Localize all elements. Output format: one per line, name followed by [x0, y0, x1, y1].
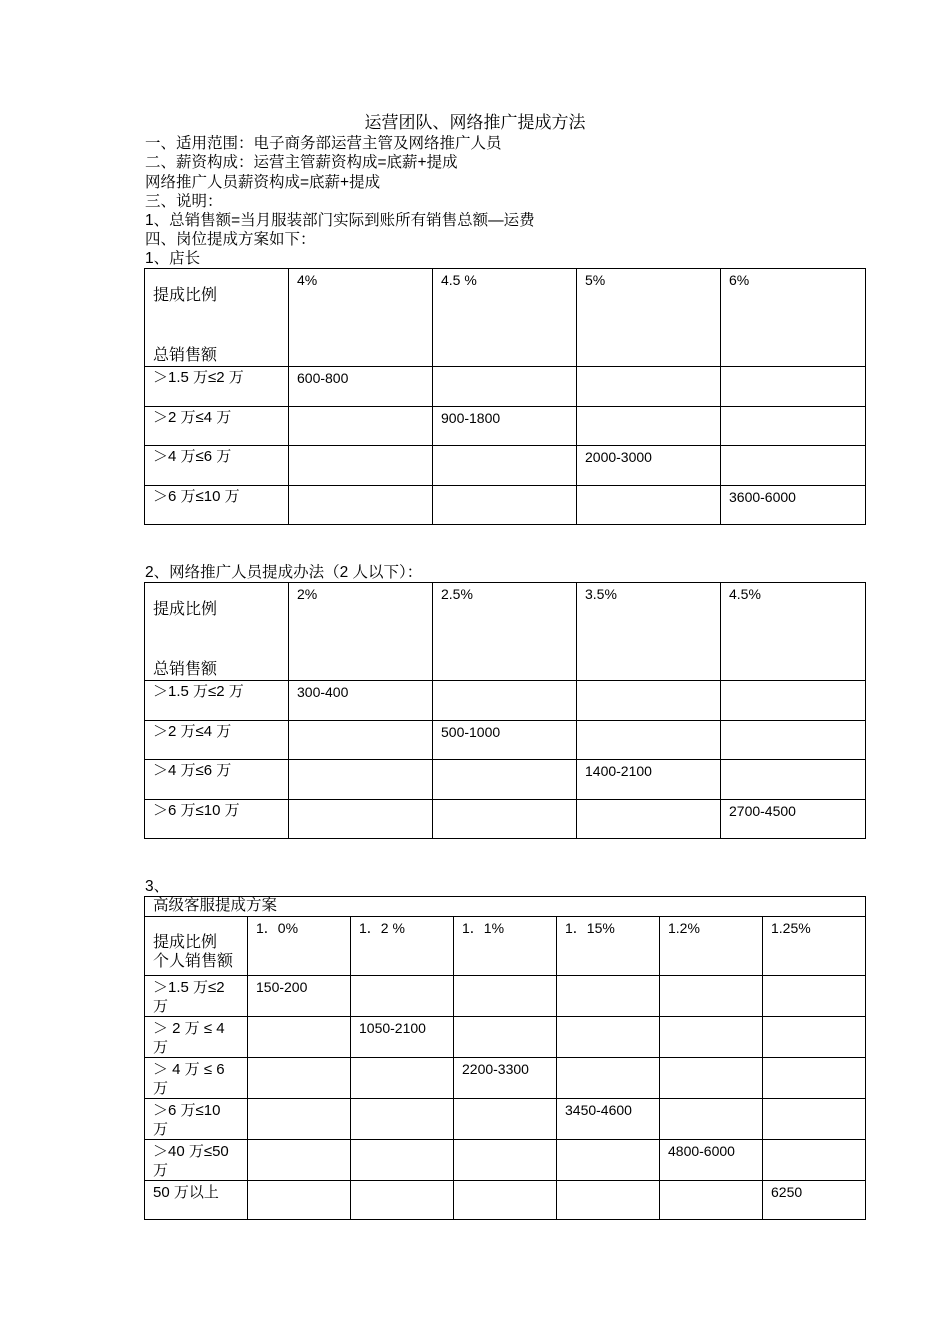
value-cell: 1400-2100 — [577, 760, 721, 800]
value-cell — [577, 486, 721, 525]
value-cell — [763, 1058, 866, 1099]
section3-label: 3、 — [145, 878, 170, 895]
value-cell — [721, 760, 866, 800]
value-cell — [433, 760, 577, 800]
online-promotion-commission-table — [144, 582, 866, 839]
range-cell: ＞4 万≤6 万 — [145, 446, 289, 486]
table-row — [145, 367, 866, 407]
value-cell — [289, 486, 433, 525]
header-sales-label: 总销售额 — [153, 661, 218, 678]
range-cell: ＞ 2 万 ≤ 4 万 — [145, 1017, 248, 1058]
header-cell — [145, 917, 248, 976]
value-cell: 6250 — [763, 1181, 866, 1220]
value-cell — [433, 486, 577, 525]
value-cell — [763, 1017, 866, 1058]
value-cell: 300-400 — [289, 681, 433, 721]
table-row — [145, 760, 866, 800]
value-cell — [721, 407, 866, 446]
table-row — [145, 721, 866, 760]
rate-cell: 2.5% — [433, 583, 577, 681]
value-cell — [763, 1140, 866, 1181]
value-cell — [660, 1099, 763, 1140]
value-cell — [433, 446, 577, 486]
value-cell — [289, 760, 433, 800]
value-cell — [577, 681, 721, 721]
value-cell — [289, 407, 433, 446]
value-cell — [433, 367, 577, 407]
value-cell: 600-800 — [289, 367, 433, 407]
value-cell: 3600-6000 — [721, 486, 866, 525]
rate-cell: 1．2 % — [351, 917, 454, 976]
value-cell — [557, 1017, 660, 1058]
value-cell — [660, 976, 763, 1017]
table-row — [145, 976, 866, 1017]
table-row — [145, 446, 866, 486]
range-cell: ＞40 万≤50 万 — [145, 1140, 248, 1181]
range-cell: ＞1.5 万≤2 万 — [145, 681, 289, 721]
value-cell — [248, 1058, 351, 1099]
value-cell — [248, 1017, 351, 1058]
range-cell: ＞1.5 万≤2 万 — [145, 367, 289, 407]
table-row — [145, 1140, 866, 1181]
value-cell — [351, 1140, 454, 1181]
table-row — [145, 1099, 866, 1140]
range-cell: ＞1.5 万≤2 万 — [145, 976, 248, 1017]
header-cell — [145, 269, 289, 367]
value-cell — [577, 367, 721, 407]
value-cell — [577, 800, 721, 839]
intro-line: 网络推广人员薪资构成=底薪+提成 — [145, 173, 381, 191]
value-cell — [721, 367, 866, 407]
value-cell — [763, 1099, 866, 1140]
value-cell — [289, 800, 433, 839]
table-row — [145, 681, 866, 721]
table-title: 高级客服提成方案 — [145, 897, 866, 917]
value-cell — [557, 976, 660, 1017]
value-cell — [351, 1181, 454, 1220]
value-cell — [248, 1140, 351, 1181]
value-cell — [454, 1140, 557, 1181]
value-cell: 2200-3300 — [454, 1058, 557, 1099]
rate-cell: 5% — [577, 269, 721, 367]
range-cell: ＞6 万≤10 万 — [145, 800, 289, 839]
value-cell: 3450-4600 — [557, 1099, 660, 1140]
value-cell — [454, 1181, 557, 1220]
value-cell: 1050-2100 — [351, 1017, 454, 1058]
value-cell — [351, 1058, 454, 1099]
value-cell — [721, 446, 866, 486]
value-cell — [289, 446, 433, 486]
header-rate-label: 提成比例 — [153, 287, 218, 304]
intro-block — [145, 134, 535, 250]
value-cell — [351, 976, 454, 1017]
value-cell — [557, 1058, 660, 1099]
range-cell: ＞6 万≤10 万 — [145, 486, 289, 525]
rate-cell: 1.25% — [763, 917, 866, 976]
value-cell — [577, 407, 721, 446]
page-title: 运营团队、网络推广提成方法 — [364, 113, 586, 132]
rate-cell: 2% — [289, 583, 433, 681]
intro-line: 1、总销售额=当月服装部门实际到账所有销售总额—运费 — [145, 212, 535, 230]
header-cell — [145, 583, 289, 681]
header-rate-label: 提成比例 — [153, 601, 218, 618]
value-cell: 500-1000 — [433, 721, 577, 760]
value-cell — [557, 1140, 660, 1181]
rate-cell: 1．0% — [248, 917, 351, 976]
rate-cell: 1.2% — [660, 917, 763, 976]
value-cell — [454, 1099, 557, 1140]
value-cell — [763, 976, 866, 1017]
value-cell — [433, 681, 577, 721]
rate-cell: 4.5% — [721, 583, 866, 681]
intro-line: 一、适用范围：电子商务部运营主管及网络推广人员 — [145, 135, 502, 152]
table-row — [145, 800, 866, 839]
rate-cell: 1．1% — [454, 917, 557, 976]
value-cell — [289, 721, 433, 760]
value-cell — [351, 1099, 454, 1140]
value-cell: 900-1800 — [433, 407, 577, 446]
value-cell — [454, 1017, 557, 1058]
range-cell: ＞2 万≤4 万 — [145, 721, 289, 760]
value-cell — [577, 721, 721, 760]
rate-cell: 4% — [289, 269, 433, 367]
range-cell: ＞6 万≤10 万 — [145, 1099, 248, 1140]
rate-cell: 1．15% — [557, 917, 660, 976]
section1-label: 1、店长 — [145, 250, 201, 267]
range-cell: ＞2 万≤4 万 — [145, 407, 289, 446]
table-row — [145, 486, 866, 525]
table-row — [145, 407, 866, 446]
section2-label: 2、网络推广人员提成办法（2 人以下）： — [145, 564, 423, 581]
intro-line: 四、岗位提成方案如下： — [145, 231, 316, 249]
table-row — [145, 1181, 866, 1220]
intro-line: 三、说明： — [145, 192, 223, 210]
intro-line: 二、薪资构成：运营主管薪资构成=底薪+提成 — [145, 154, 458, 172]
header-sales-label: 个人销售额 — [153, 953, 234, 970]
range-cell: 50 万以上 — [145, 1181, 248, 1220]
value-cell — [721, 721, 866, 760]
range-cell: ＞4 万≤6 万 — [145, 760, 289, 800]
rate-cell: 6% — [721, 269, 866, 367]
value-cell — [557, 1181, 660, 1220]
value-cell — [454, 976, 557, 1017]
value-cell: 4800-6000 — [660, 1140, 763, 1181]
table-row — [145, 1017, 866, 1058]
range-cell: ＞ 4 万 ≤ 6 万 — [145, 1058, 248, 1099]
value-cell — [660, 1058, 763, 1099]
value-cell — [660, 1181, 763, 1220]
value-cell — [433, 800, 577, 839]
value-cell — [248, 1099, 351, 1140]
senior-support-commission-table — [144, 896, 866, 1220]
value-cell: 150-200 — [248, 976, 351, 1017]
header-sales-label: 总销售额 — [153, 347, 218, 364]
value-cell: 2700-4500 — [721, 800, 866, 839]
table-row — [145, 1058, 866, 1099]
rate-cell: 4.5 % — [433, 269, 577, 367]
header-rate-label: 提成比例 — [153, 934, 218, 951]
rate-cell: 3.5% — [577, 583, 721, 681]
value-cell — [248, 1181, 351, 1220]
value-cell — [660, 1017, 763, 1058]
value-cell — [721, 681, 866, 721]
store-manager-commission-table — [144, 268, 866, 525]
value-cell: 2000-3000 — [577, 446, 721, 486]
